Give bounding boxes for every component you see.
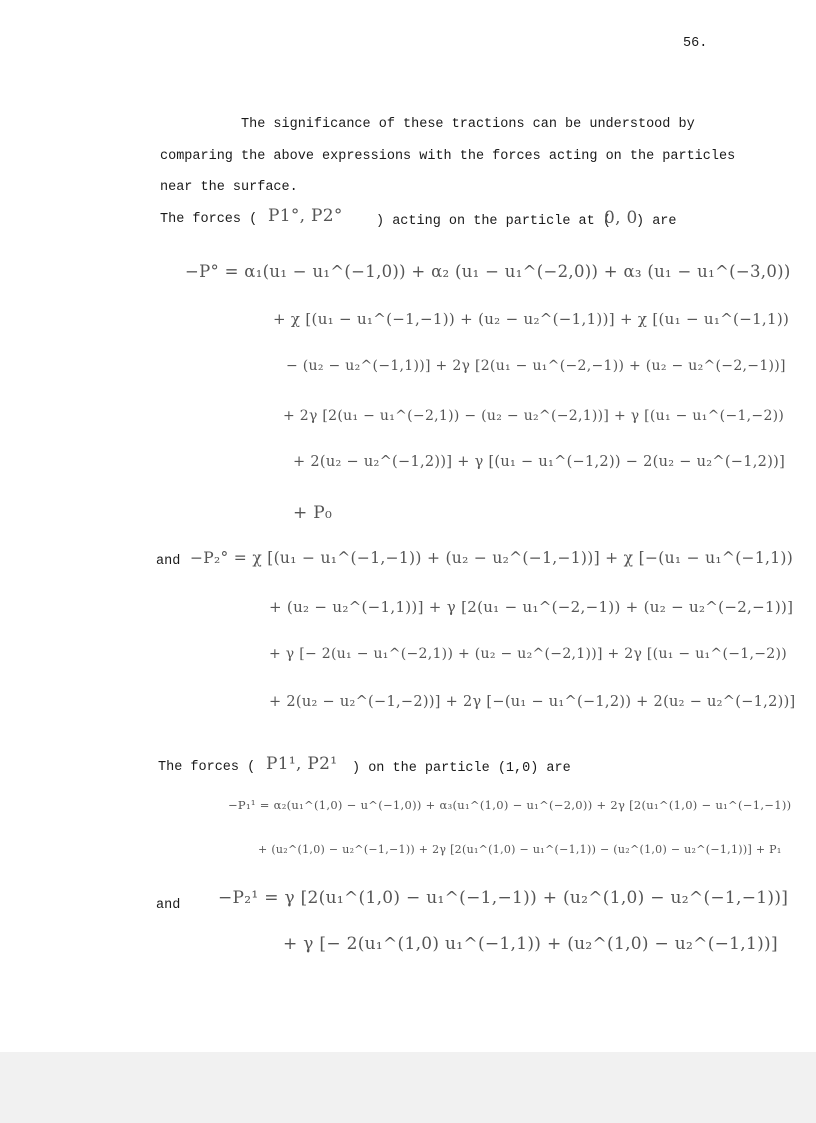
paragraph-line-3: near the surface. <box>160 180 298 195</box>
forces-intro2-prefix: The forces ( <box>158 760 256 775</box>
eq-p0-line-5: + 2(u₂ − u₂^(−1,2))] + γ [(u₁ − u₁^(−1,2)) − 2(u₂ − u₂^(−1,2))] <box>293 454 786 470</box>
eq-p0-line-1: −P° = α₁(u₁ − u₁^(−1,0)) + α₂ (u₁ − u₁^(−2,0)) + α₃ (u₁ − u₁^(−3,0)) <box>185 262 791 281</box>
eq-p0-line-2: + χ [(u₁ − u₁^(−1,−1)) + (u₂ − u₂^(−1,1))] + χ [(u₁ − u₁^(−1,1)) <box>273 310 790 328</box>
paragraph-line-2: comparing the above expressions with the forces acting on the particles <box>160 149 736 164</box>
eq-p2-line-2: + γ [− 2(u₁^(1,0) u₁^(−1,1)) + (u₂^(1,0) − u₂^(−1,1))] <box>283 934 778 954</box>
forces-intro-end: ) are <box>636 214 677 229</box>
eq-p20-line-2: + (u₂ − u₂^(−1,1))] + γ [2(u₁ − u₁^(−2,−1)) + (u₂ − u₂^(−2,−1))] <box>269 598 794 616</box>
eq-p20-line-4: + 2(u₂ − u₂^(−1,−2))] + 2γ [−(u₁ − u₁^(−1,2)) + 2(u₂ − u₂^(−1,2))] <box>269 694 796 710</box>
forces-label-p1: P1¹, P2¹ <box>266 754 338 774</box>
forces-intro-suffix: ) acting on the particle at ( <box>376 214 611 229</box>
origin-point: 0, 0 <box>604 208 638 228</box>
eq-p1-line-1: −P₁¹ = α₂(u₁^(1,0) − u^(−1,0)) + α₃(u₁^(1,0) − u₁^(−2,0)) + 2γ [2(u₁^(1,0) − u₁^(−1,−1)) <box>228 798 792 812</box>
eq-p1-line-2: + (u₂^(1,0) − u₂^(−1,−1)) + 2γ [2(u₁^(1,0) − u₁^(−1,1)) − (u₂^(1,0) − u₂^(−1,1))] + P₁ <box>258 843 782 856</box>
eq-p20-line-1: −P₂° = χ [(u₁ − u₁^(−1,−1)) + (u₂ − u₂^(−1,−1))] + χ [−(u₁ − u₁^(−1,1)) <box>190 549 794 567</box>
paragraph-line-1: The significance of these tractions can be understood by <box>241 117 695 132</box>
and-label-1: and <box>156 554 181 569</box>
eq-p0-line-3: − (u₂ − u₂^(−1,1))] + 2γ [2(u₁ − u₁^(−2,−1)) + (u₂ − u₂^(−2,−1))] <box>286 358 786 374</box>
eq-p0-line-4: + 2γ [2(u₁ − u₁^(−2,1)) − (u₂ − u₂^(−2,1))] + γ [(u₁ − u₁^(−1,−2)) <box>283 408 785 424</box>
forces-intro2-suffix: ) on the particle (1,0) are <box>352 761 571 776</box>
forces-label-p0: P1°, P2° <box>268 206 343 226</box>
forces-intro-prefix: The forces ( <box>160 212 258 227</box>
eq-p20-line-3: + γ [− 2(u₁ − u₁^(−2,1)) + (u₂ − u₂^(−2,1))] + 2γ [(u₁ − u₁^(−1,−2)) <box>269 646 787 662</box>
eq-p0-line-6: + P₀ <box>293 503 333 523</box>
eq-p2-line-1: −P₂¹ = γ [2(u₁^(1,0) − u₁^(−1,−1)) + (u₂^(1,0) − u₂^(−1,−1))] <box>218 888 789 908</box>
page-number: 56. <box>683 36 708 51</box>
and-label-2: and <box>156 898 181 913</box>
